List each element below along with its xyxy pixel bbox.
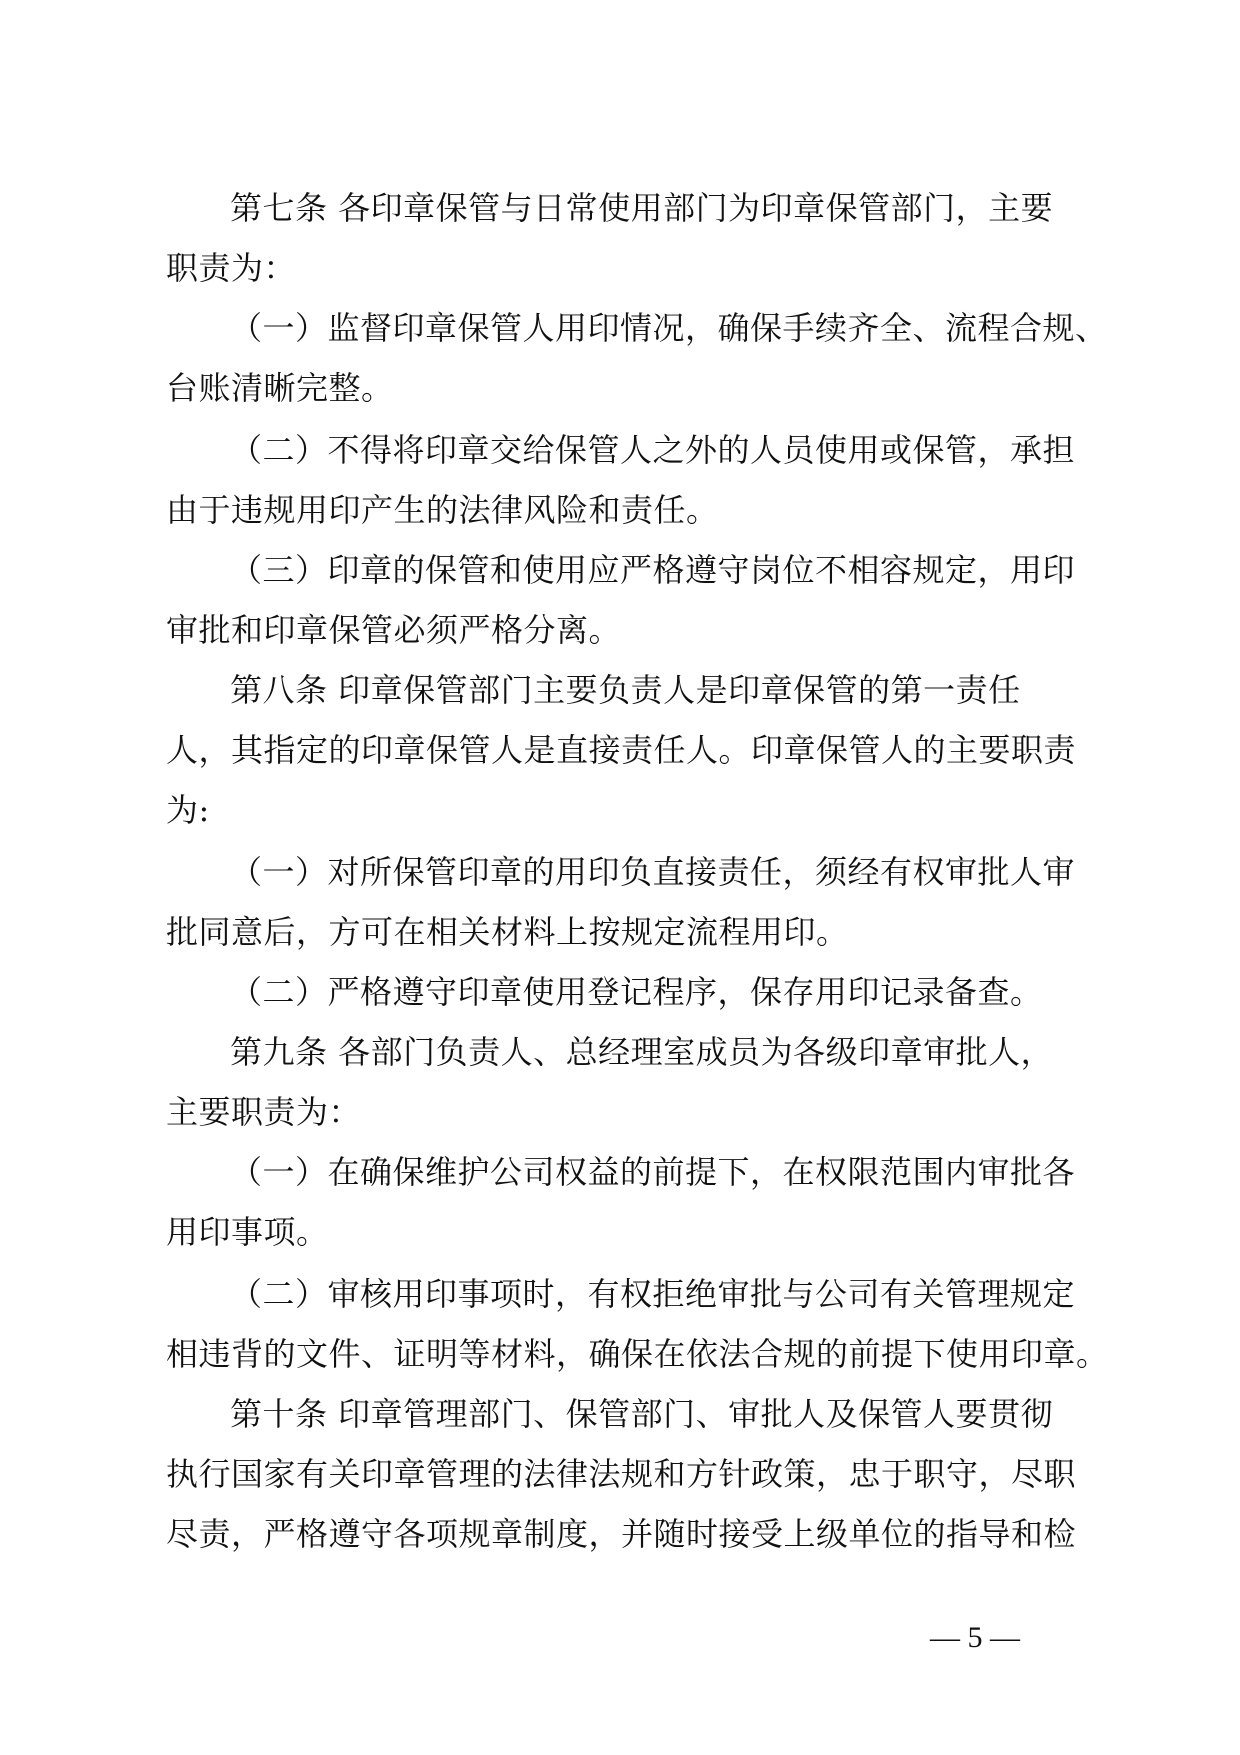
article-7-item-1-line-2: 台账清晰完整。 bbox=[166, 369, 394, 407]
article-9-item-1-line-2: 用印事项。 bbox=[166, 1213, 329, 1251]
article-7-line-1: 第七条 各印章保管与日常使用部门为印章保管部门，主要 bbox=[230, 189, 1054, 227]
article-9-line-1: 第九条 各部门负责人、总经理室成员为各级印章审批人， bbox=[230, 1033, 1054, 1071]
article-9-item-1-line-1: （一）在确保维护公司权益的前提下，在权限范围内审批各 bbox=[230, 1153, 1076, 1191]
article-7-item-1-line-1: （一）监督印章保管人用印情况，确保手续齐全、流程合规、 bbox=[230, 309, 1108, 347]
article-8-item-1-line-2: 批同意后，方可在相关材料上按规定流程用印。 bbox=[166, 913, 849, 951]
article-10-line-1: 第十条 印章管理部门、保管部门、审批人及保管人要贯彻 bbox=[230, 1395, 1054, 1433]
article-8-line-1: 第八条 印章保管部门主要负责人是印章保管的第一责任 bbox=[230, 671, 1021, 709]
article-8-item-1-line-1: （一）对所保管印章的用印负直接责任，须经有权审批人审 bbox=[230, 853, 1076, 891]
article-9-item-2-line-2: 相违背的文件、证明等材料，确保在依法合规的前提下使用印章。 bbox=[166, 1335, 1109, 1373]
article-7-item-2-line-1: （二）不得将印章交给保管人之外的人员使用或保管，承担 bbox=[230, 431, 1076, 469]
article-8-item-2-line-1: （二）严格遵守印章使用登记程序，保存用印记录备查。 bbox=[230, 973, 1043, 1011]
article-7-item-2-line-2: 由于违规用印产生的法律风险和责任。 bbox=[166, 491, 719, 529]
article-9-line-2: 主要职责为： bbox=[166, 1093, 362, 1131]
article-10-line-2: 执行国家有关印章管理的法律法规和方针政策，忠于职守，尽职 bbox=[166, 1455, 1077, 1493]
article-7-item-3-line-2: 审批和印章保管必须严格分离。 bbox=[166, 611, 622, 649]
article-9-item-2-line-1: （二）审核用印事项时，有权拒绝审批与公司有关管理规定 bbox=[230, 1275, 1076, 1313]
article-7-item-3-line-1: （三）印章的保管和使用应严格遵守岗位不相容规定，用印 bbox=[230, 551, 1076, 589]
article-7-line-2: 职责为： bbox=[166, 249, 297, 287]
article-8-line-3: 为: bbox=[166, 791, 210, 829]
article-10-line-3: 尽责，严格遵守各项规章制度，并随时接受上级单位的指导和检 bbox=[166, 1515, 1077, 1553]
page-number: — 5 — bbox=[930, 1621, 1020, 1654]
article-8-line-2: 人，其指定的印章保管人是直接责任人。印章保管人的主要职责 bbox=[166, 731, 1077, 769]
